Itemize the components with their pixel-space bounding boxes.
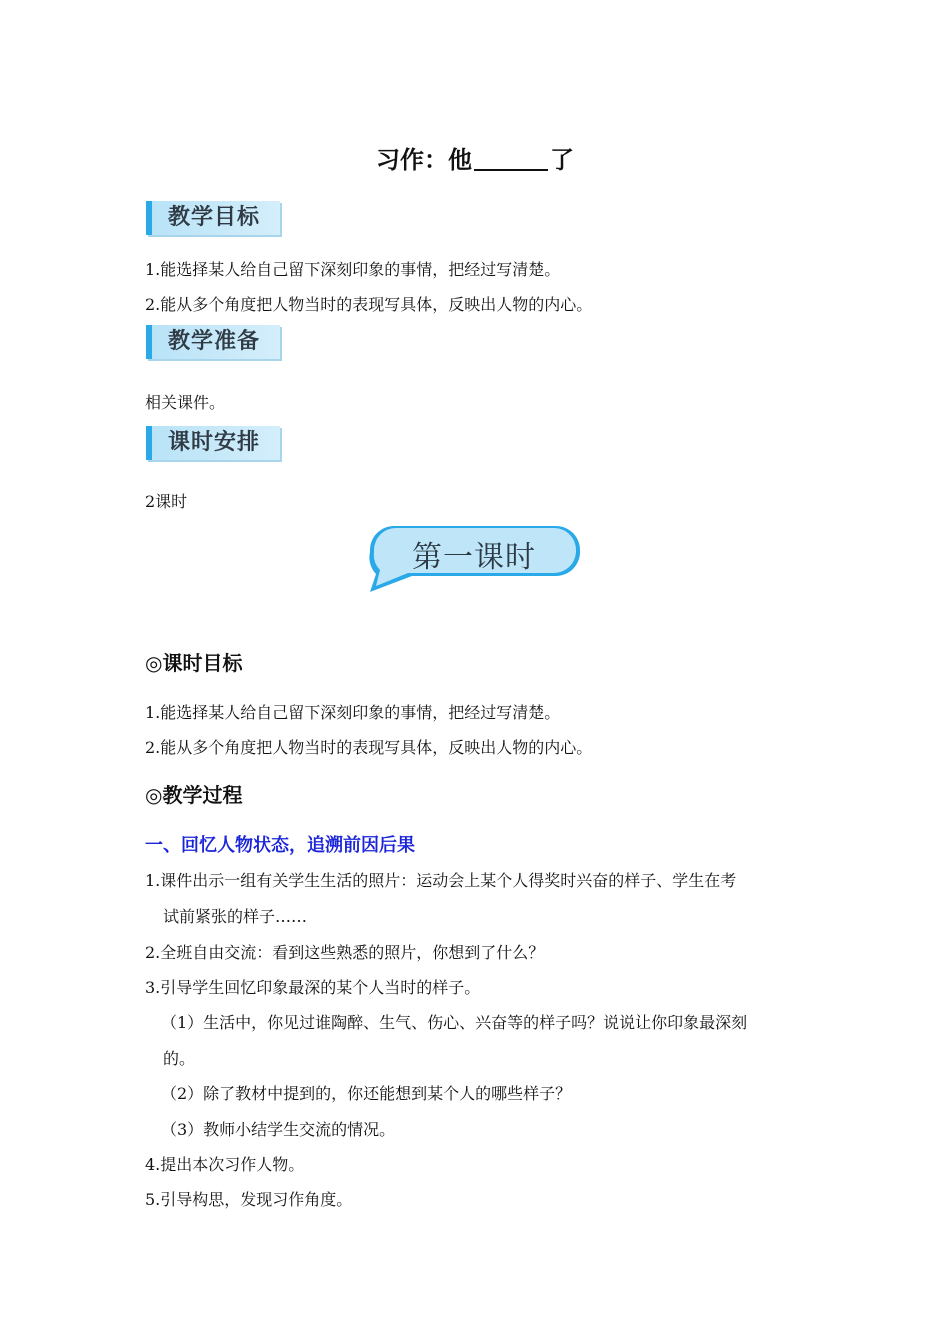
- step-1-line-1: 1.课件出示一组有关学生生活的照片：运动会上某个人得奖时兴奋的样子、学生在考: [145, 871, 737, 890]
- lesson-goal-item-2: 2.能从多个角度把人物当时的表现写具体，反映出人物的内心。: [145, 738, 593, 757]
- goal-item-2: 2.能从多个角度把人物当时的表现写具体，反映出人物的内心。: [145, 295, 593, 314]
- page-title: [0, 140, 950, 175]
- lesson-banner-label: 第一课时: [412, 540, 536, 575]
- step-3-3: （3）教师小结学生交流的情况。: [161, 1120, 396, 1139]
- section-tag-goals: 教学目标: [146, 201, 280, 235]
- title-suffix: 了: [550, 146, 574, 174]
- lesson-banner: [368, 524, 584, 594]
- section-tag-schedule: 课时安排: [146, 426, 280, 460]
- lesson-goals-heading: ◎课时目标: [145, 651, 243, 675]
- step-5: 5.引导构思，发现习作角度。: [145, 1190, 353, 1209]
- section-tag-prep: 教学准备: [146, 325, 280, 359]
- lesson-goal-item-1: 1.能选择某人给自己留下深刻印象的事情，把经过写清楚。: [145, 703, 561, 722]
- part1-heading: 一、回忆人物状态，追溯前因后果: [145, 835, 415, 856]
- step-2: 2.全班自由交流：看到这些熟悉的照片，你想到了什么？: [145, 943, 545, 962]
- step-3: 3.引导学生回忆印象最深的某个人当时的样子。: [145, 978, 481, 997]
- step-4: 4.提出本次习作人物。: [145, 1155, 305, 1174]
- schedule-text: 2课时: [145, 492, 188, 511]
- title-prefix: 习作：他: [376, 146, 472, 174]
- goal-item-1: 1.能选择某人给自己留下深刻印象的事情，把经过写清楚。: [145, 260, 561, 279]
- title-blank: [474, 169, 548, 171]
- step-3-1-line-2: 的。: [163, 1049, 196, 1068]
- step-3-2: （2）除了教材中提到的，你还能想到某个人的哪些样子？: [161, 1084, 572, 1103]
- step-3-1-line-1: （1）生活中，你见过谁陶醉、生气、伤心、兴奋等的样子吗？说说让你印象最深刻: [161, 1013, 748, 1032]
- step-1-line-2: 试前紧张的样子……: [163, 907, 308, 926]
- process-heading: ◎教学过程: [145, 783, 243, 807]
- prep-text: 相关课件。: [145, 393, 226, 412]
